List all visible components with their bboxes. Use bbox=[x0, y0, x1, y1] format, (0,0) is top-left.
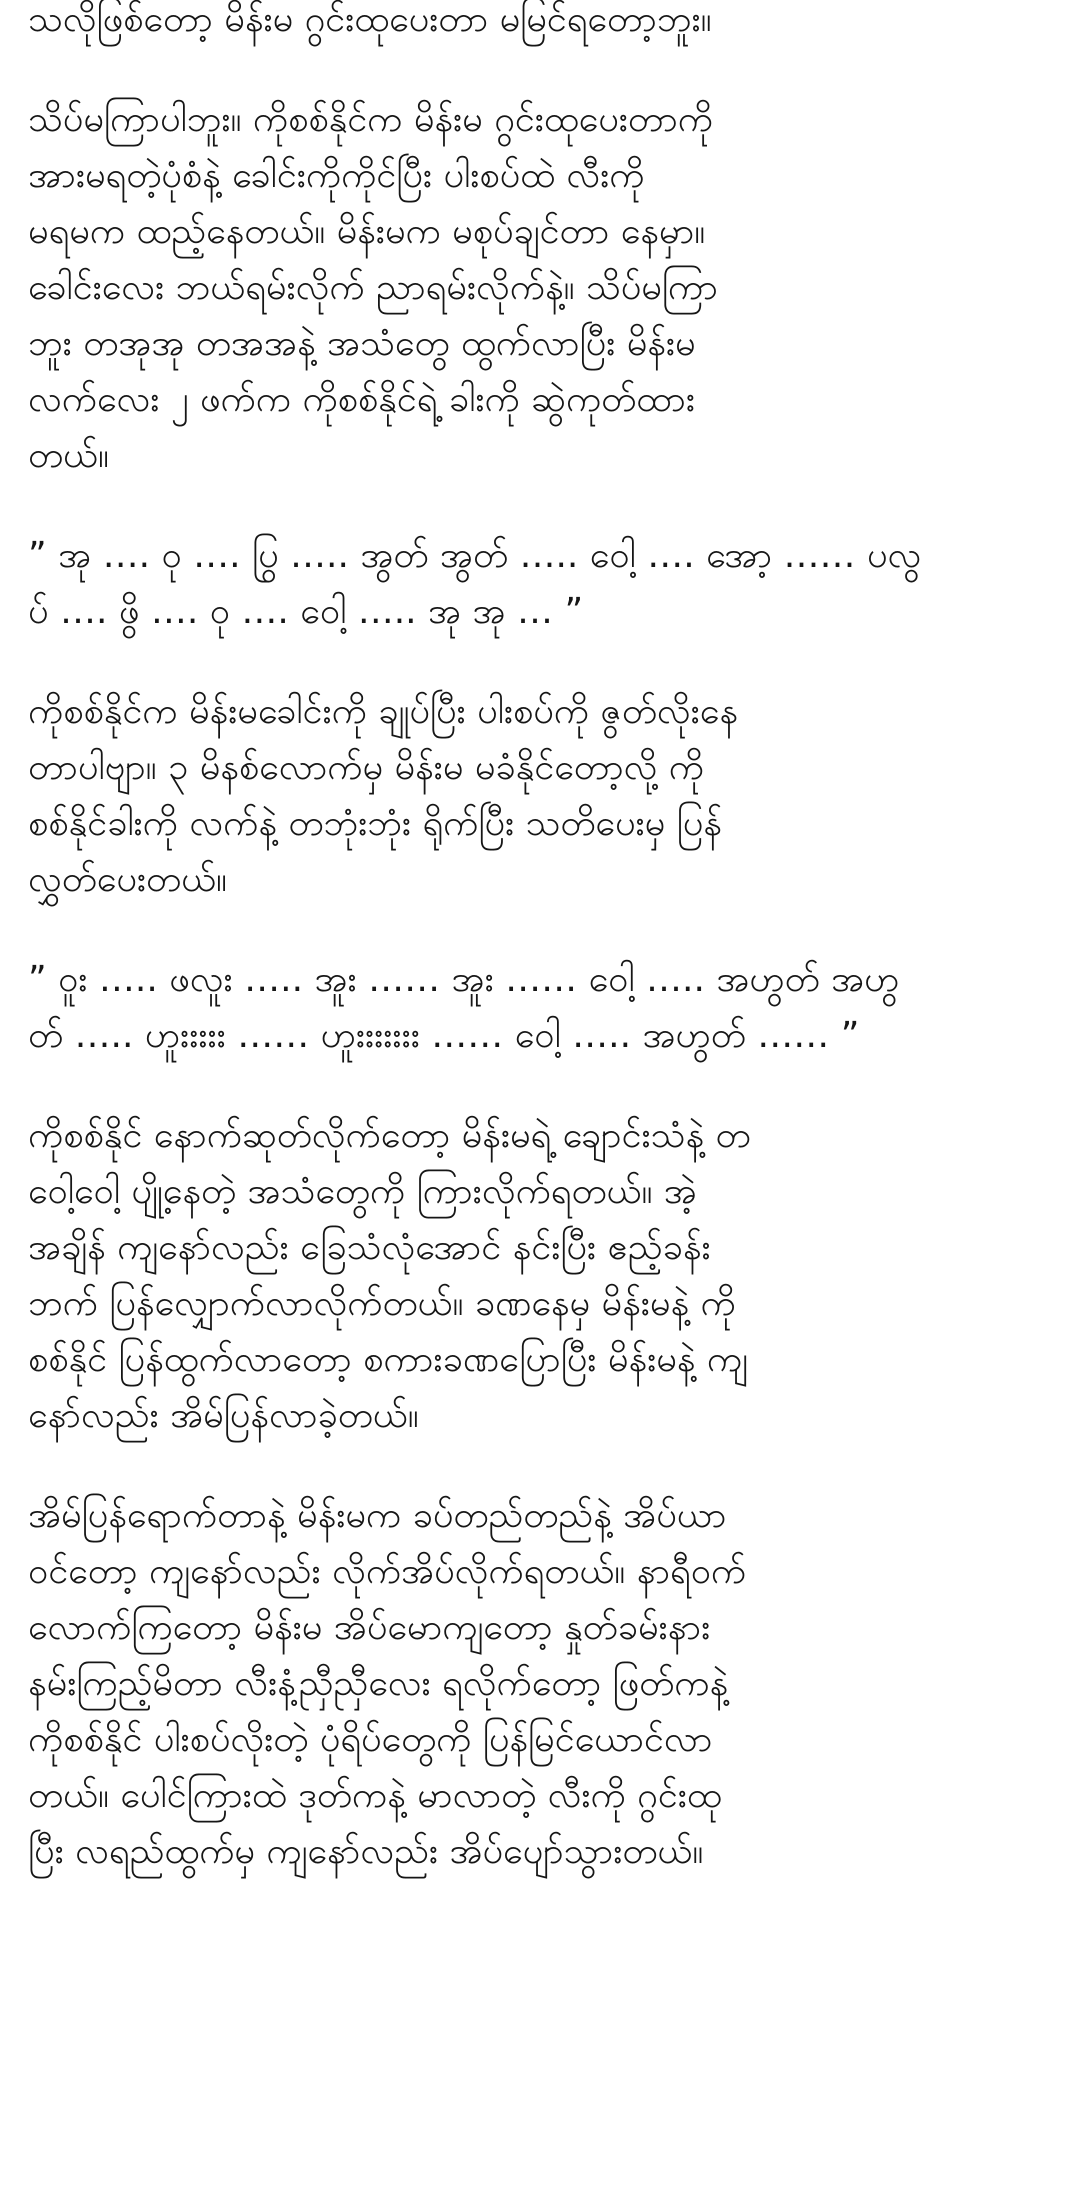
paragraph-gap bbox=[28, 48, 1040, 92]
paragraph-3-dialogue: ” အု …. ဝု …. ပြွ ….. အွတ် အွတ် ….. ဝေါ့ …. အော့ …… ပလွ ပ် …. ဖွိ …. ဝု …. ဝေါ့ ….. အု အု … ” bbox=[28, 535, 922, 632]
paragraph-gap bbox=[28, 1444, 1040, 1488]
paragraph-gap bbox=[28, 908, 1040, 952]
paragraph-gap bbox=[28, 484, 1040, 528]
paragraph-2: သိပ်မကြာပါဘူး။ ကိုစစ်နိုင်က မိန်းမ ဂွင်းထုပေးတာကို အားမရတဲ့ပုံစံနဲ့ ခေါင်းကိုကိုင်ပြီး ပါးစပ်ထဲ လီးကို မရမက ထည့်နေတယ်။ မိန်းမက မစုပ်ချင်တာ နေမှာ။ ခေါင်းလေး ဘယ်ရမ်းလိုက် ညာရမ်းလိုက်နဲ့။ သိပ်မကြာ ဘူး တအုအု တအအနဲ့ အသံတွေ ထွက်လာပြီး မိန်းမ လက်လေး ၂ ဖက်က ကိုစစ်နိုင်ရဲ့ ခါးကို ဆွဲကုတ်ထား တယ်။ bbox=[28, 99, 718, 476]
paragraph-1: သလိုဖြစ်တော့ မိန်းမ ဂွင်းထုပေးတာ မမြင်ရတော့ဘူး။ bbox=[28, 0, 712, 40]
paragraph-6: ကိုစစ်နိုင် နောက်ဆုတ်လိုက်တော့ မိန်းမရဲ့ ချောင်းသံနဲ့ တ ဝေါ့ဝေါ့ ပျို့နေတဲ့ အသံတွေကို ကြားလိုက်ရတယ်။ အဲ့ အချိန် ကျနော်လည်း ခြေသံလုံအောင် နင်းပြီး ဧည့်ခန်း ဘက် ပြန်လျှောက်လာလိုက်တယ်။ ခဏနေမှ မိန်းမနဲ့ ကို စစ်နိုင် ပြန်ထွက်လာတော့ စကားခဏပြောပြီး မိန်းမနဲ့ ကျ နော်လည်း အိမ်ပြန်လာခဲ့တယ်။ bbox=[28, 1115, 751, 1436]
paragraph-5-dialogue: ” ဝူး ….. ဖလူး ….. အူး …… အူး …… ဝေါ့ ….. အဟွတ် အဟွ တ် ….. ဟူးးးးး …… ဟူးးးးးးး …… ဝေါ့ ….. အဟွတ် …… ” bbox=[28, 959, 900, 1056]
paragraph-gap bbox=[28, 1064, 1040, 1108]
paragraph-4: ကိုစစ်နိုင်က မိန်းမခေါင်းကို ချုပ်ပြီး ပါးစပ်ကို ဇွတ်လိုးနေ တာပါဗျာ။ ၃ မိနစ်လောက်မှ မိန်းမ မခံနိုင်တော့လို့ ကို စစ်နိုင်ခါးကို လက်နဲ့ တဘုံးဘုံး ရိုက်ပြီး သတိပေးမှ ပြန် လွှတ်ပေးတယ်။ bbox=[28, 691, 738, 900]
paragraph-gap bbox=[28, 640, 1040, 684]
paragraph-7: အိမ်ပြန်ရောက်တာနဲ့ မိန်းမက ခပ်တည်တည်နဲ့ အိပ်ယာ ဝင်တော့ ကျနော်လည်း လိုက်အိပ်လိုက်ရတယ်။ နာရီဝက် လောက်ကြတော့ မိန်းမ အိပ်မောကျတော့ နှုတ်ခမ်းနား နမ်းကြည့်မိတာ လီးနံ့ညှီညှီလေး ရလိုက်တော့ ဖြတ်ကနဲ့ ကိုစစ်နိုင် ပါးစပ်လိုးတဲ့ ပုံရိပ်တွေကို ပြန်မြင်ယောင်လာ တယ်။ ပေါင်ကြားထဲ ဒုတ်ကနဲ့ မာလာတဲ့ လီးကို ဂွင်းထု ပြီး လရည်ထွက်မှ ကျနော်လည်း အိပ်ပျော်သွားတယ်။ bbox=[28, 1495, 747, 1872]
